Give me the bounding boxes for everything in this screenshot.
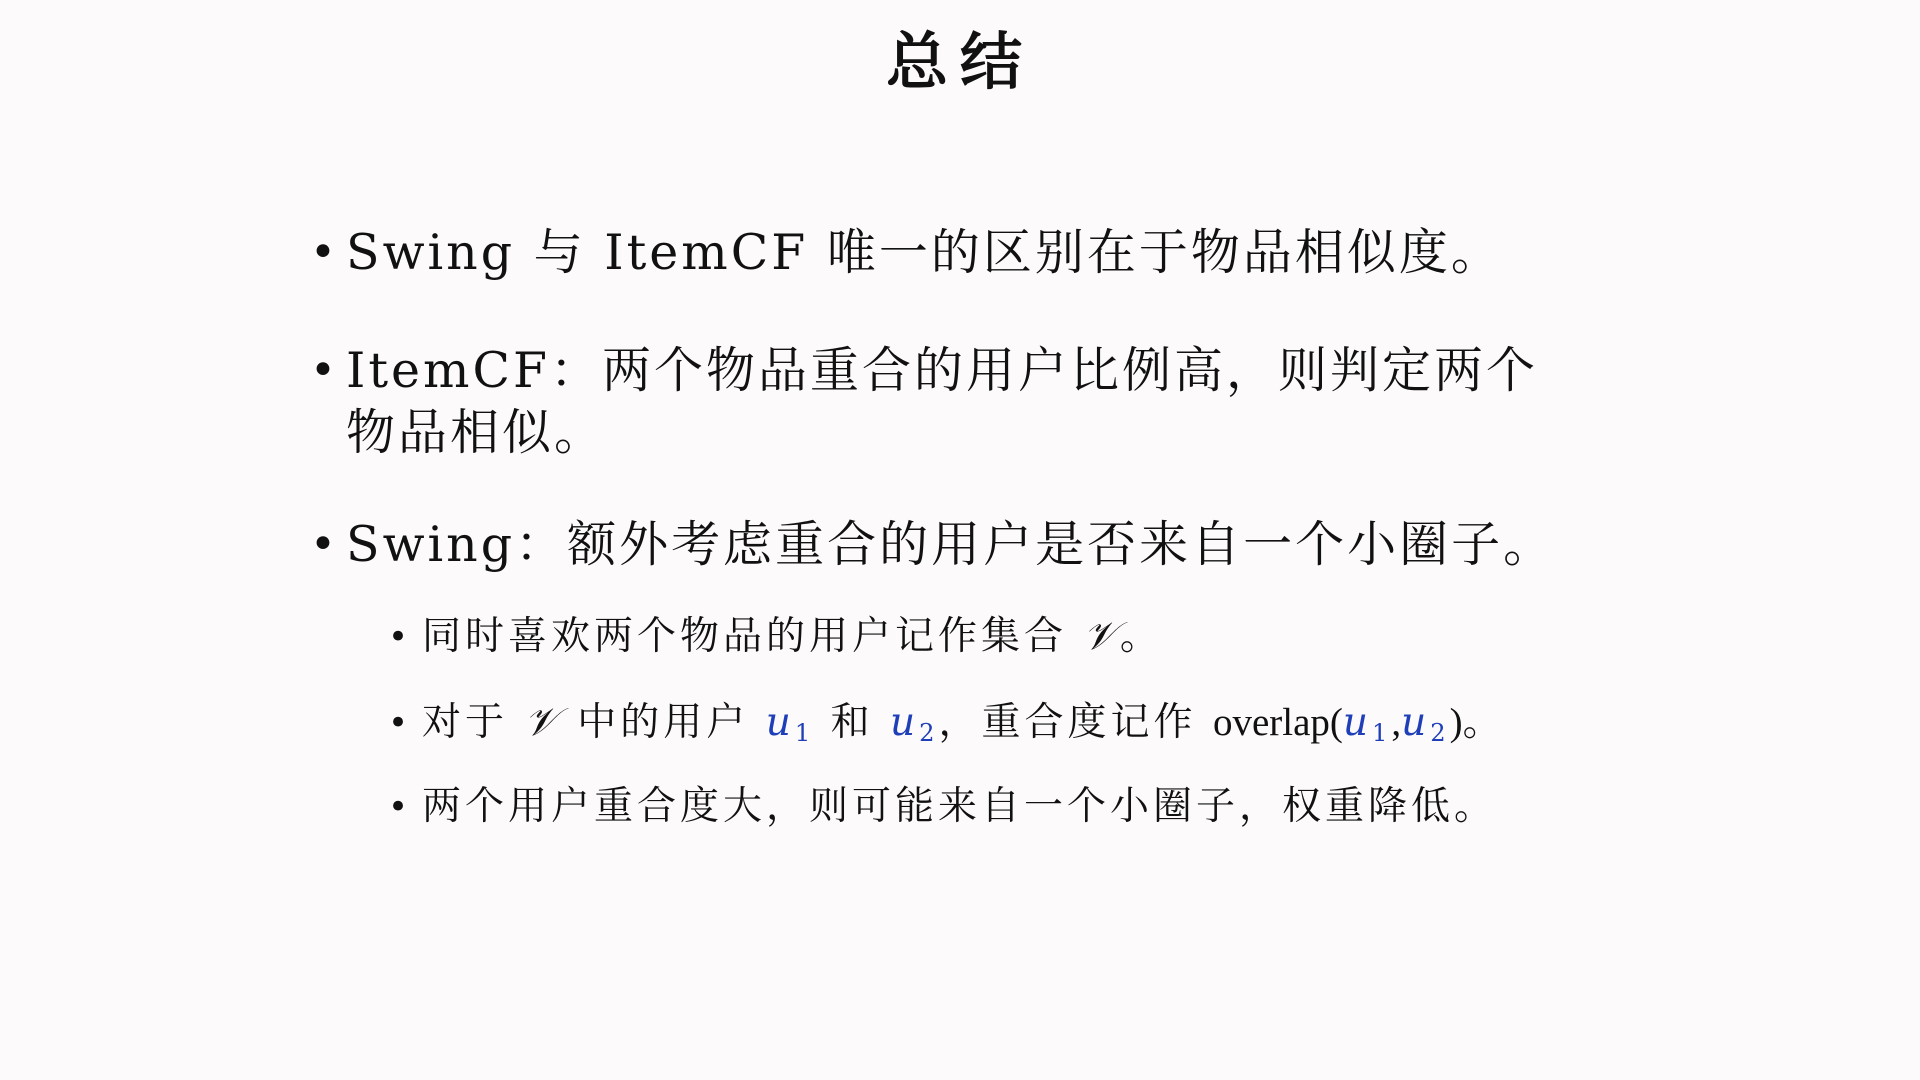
slide-title: 总结	[885, 25, 1034, 98]
math-fn-close: )	[1449, 701, 1463, 744]
math-fn-overlap: overlap(	[1212, 701, 1343, 744]
bullet-text-line-2: 物品相似。	[346, 404, 607, 461]
var-base: u	[890, 700, 920, 745]
sub-bullet-dot: •	[388, 617, 413, 657]
var-subscript: 2	[1430, 719, 1450, 748]
sub-bullet-weight	[388, 782, 1498, 832]
math-fn-arg-u2	[1401, 700, 1450, 748]
bullet-text-line-1: ItemCF：两个物品重合的用户比例高，则判定两个	[346, 342, 1538, 399]
var-base: u	[1342, 700, 1372, 745]
sub-bullet-text: 两个用户重合度大，则可能来自一个小圈子，权重降低。	[422, 784, 1498, 829]
bullet-itemcf	[310, 340, 1538, 464]
sub-bullet-overlap	[388, 698, 1506, 758]
sub-bullet-end: 。	[1119, 614, 1163, 659]
math-var-u1	[765, 700, 815, 748]
sub-bullet-text-part3: 和	[814, 700, 891, 745]
sub-bullet-text-part2: 中的用户	[560, 700, 766, 745]
math-fn-arg-u1	[1342, 700, 1392, 748]
sub-bullet-text-part1: 对于	[422, 700, 525, 745]
var-subscript: 1	[1372, 719, 1392, 748]
bullet-text: Swing：额外考虑重合的用户是否来自一个小圈子。	[346, 516, 1556, 573]
math-fn-sep: ,	[1391, 701, 1402, 744]
sub-bullet-text-part4: ，重合度记作	[938, 700, 1213, 745]
sub-bullet-user-set	[388, 612, 1163, 662]
bullet-text: Swing 与 ItemCF 唯一的区别在于物品相似度。	[346, 224, 1503, 281]
bullet-dot: •	[310, 227, 339, 278]
bullet-dot: •	[310, 519, 339, 570]
sub-bullet-text: 同时喜欢两个物品的用户记作集合	[422, 614, 1084, 659]
var-base: u	[765, 700, 795, 745]
var-base: u	[1401, 700, 1431, 745]
bullet-swing	[310, 514, 1556, 576]
bullet-dot: •	[310, 345, 339, 396]
var-subscript: 1	[794, 719, 815, 748]
bullet-swing-vs-itemcf	[310, 222, 1503, 284]
math-var-u2	[890, 700, 939, 748]
math-set-v: 𝒱	[1083, 614, 1120, 659]
sub-bullet-end: 。	[1462, 700, 1506, 745]
math-set-v: 𝒱	[524, 700, 561, 745]
var-subscript: 2	[919, 719, 939, 748]
sub-bullet-dot: •	[388, 703, 413, 743]
sub-bullet-dot: •	[388, 787, 413, 827]
